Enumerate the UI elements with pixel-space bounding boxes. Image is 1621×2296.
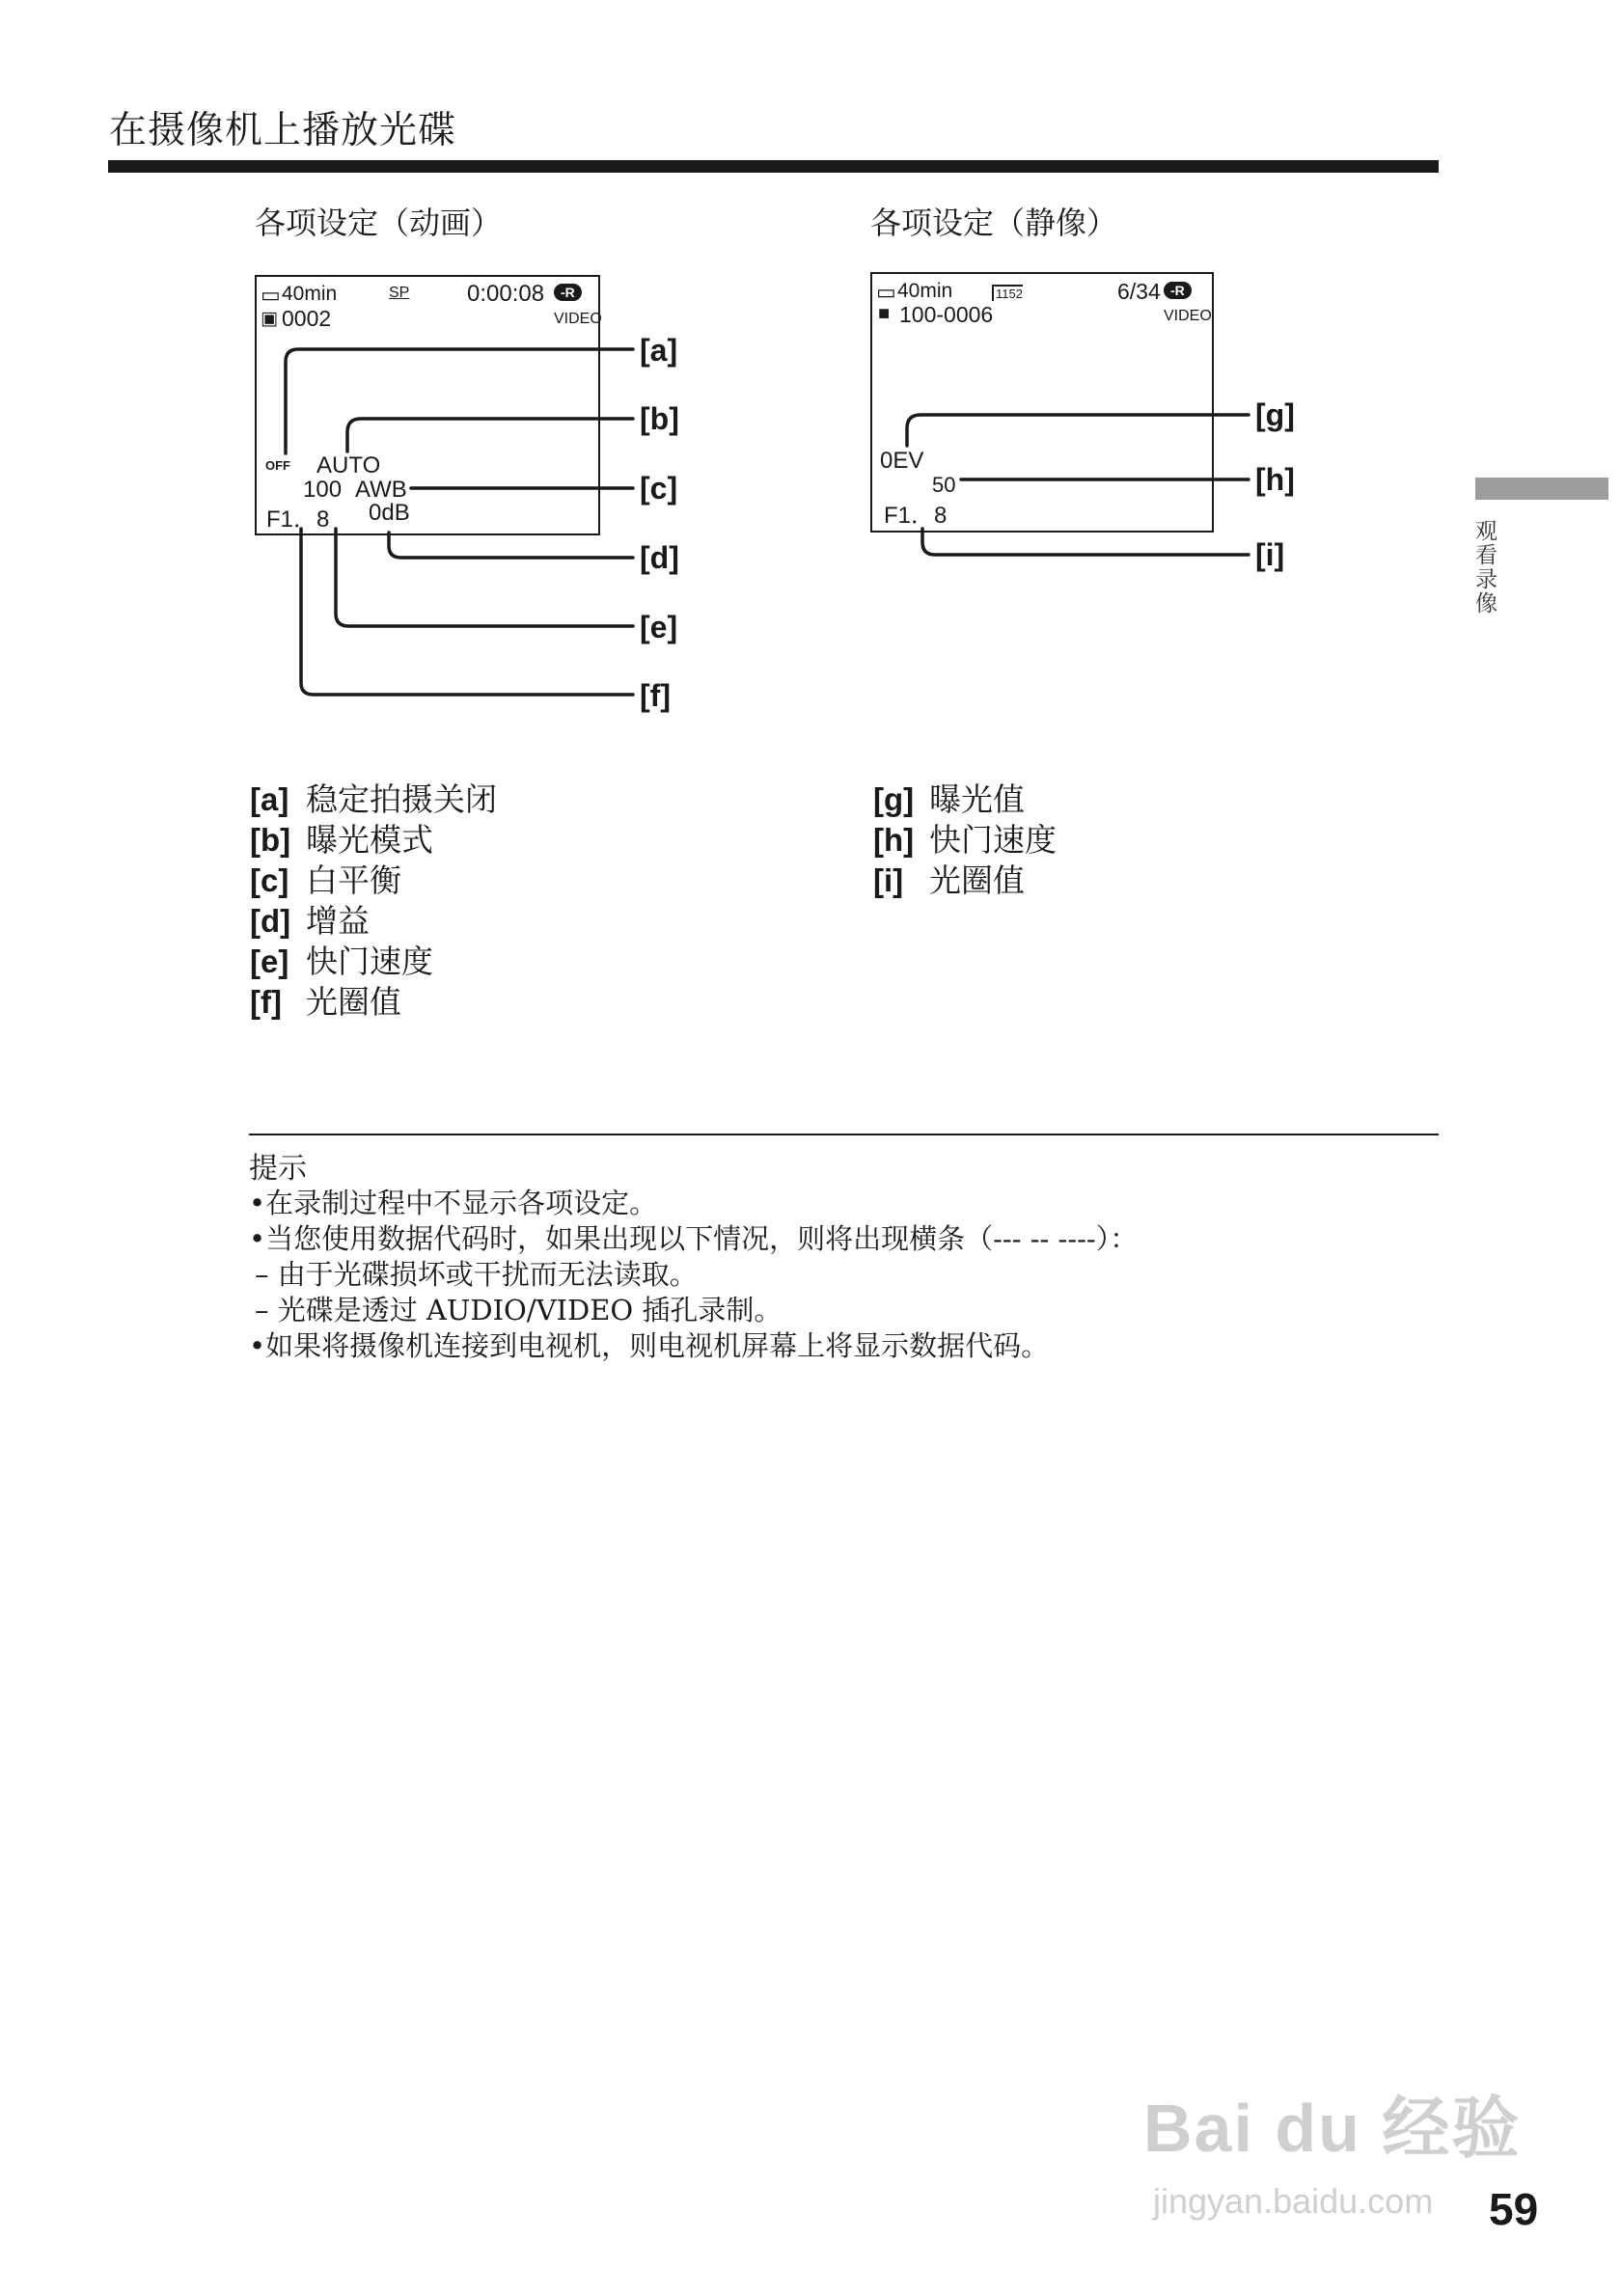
leader-line-d xyxy=(389,533,633,558)
video-settings-title: 各项设定（动画） xyxy=(255,205,503,241)
disc-badge: -R xyxy=(554,284,582,301)
aperture-value: F1．8 xyxy=(266,506,330,533)
legend-item-a xyxy=(250,775,497,820)
callout-i: [i] xyxy=(1255,537,1285,572)
callout-c: [c] xyxy=(640,471,678,506)
legend-text: 曝光值 xyxy=(929,780,1025,818)
battery-remaining: 40min xyxy=(282,283,338,305)
legend-text: 增益 xyxy=(306,902,370,940)
steadyshot-off-icon: OFF xyxy=(265,458,290,473)
leader-line-a xyxy=(286,349,633,453)
battery-remaining: 40min xyxy=(897,280,953,302)
scene-number: 0002 xyxy=(282,306,332,331)
leader-line-e xyxy=(336,529,633,626)
white-balance: AWB xyxy=(355,477,407,503)
legend-item-c xyxy=(250,856,401,901)
legend-text: 稳定拍摄关闭 xyxy=(306,780,497,818)
page-number: 59 xyxy=(1489,2184,1539,2234)
video-format: VIDEO xyxy=(1164,308,1212,324)
hint-label: 提示 xyxy=(249,1152,307,1186)
exposure-mode: AUTO xyxy=(316,452,381,478)
film-icon: ▣ xyxy=(261,309,278,329)
callout-e: [e] xyxy=(640,610,678,644)
shutter-speed: 100 xyxy=(303,477,343,503)
legend-item-g xyxy=(873,775,1025,820)
hint-line: – 光碟是透过 AUDIO/VIDEO 插孔录制。 xyxy=(255,1294,783,1326)
leader-line-i xyxy=(922,529,1249,555)
file-number: 100-0006 xyxy=(899,302,994,327)
callout-leader-lines xyxy=(0,0,1621,868)
callout-b: [b] xyxy=(640,401,679,436)
legend-item-h xyxy=(873,815,1057,861)
legend-key: [d] xyxy=(250,903,291,939)
battery-icon: ▭ xyxy=(876,280,896,304)
hint-line: – 由于光碟损坏或干扰而无法读取。 xyxy=(255,1258,698,1291)
legend-key: [e] xyxy=(250,943,289,979)
legend-key: [a] xyxy=(250,781,289,817)
leader-line-b xyxy=(347,419,633,451)
legend-item-b xyxy=(250,815,433,861)
chapter-side-tab xyxy=(1475,478,1608,500)
legend-item-e xyxy=(250,937,433,982)
legend-text: 快门速度 xyxy=(929,821,1057,859)
camera-icon: ■ xyxy=(878,303,891,324)
gain-value: 0dB xyxy=(369,500,410,526)
image-size: 1152 xyxy=(992,285,1023,301)
legend-key: [i] xyxy=(873,862,904,898)
legend-key: [f] xyxy=(250,984,282,1020)
image-counter: 6/34 xyxy=(1117,279,1161,304)
still-settings-title: 各项设定（静像） xyxy=(870,205,1118,241)
hint-divider xyxy=(249,1134,1439,1135)
legend-key: [b] xyxy=(250,822,291,858)
legend-text: 光圈值 xyxy=(306,983,401,1021)
legend-key: [h] xyxy=(873,822,915,858)
legend-item-d xyxy=(250,896,370,942)
legend-item-f xyxy=(250,977,401,1023)
legend-item-i xyxy=(873,856,1025,901)
legend-text: 曝光模式 xyxy=(306,821,433,859)
callout-f: [f] xyxy=(640,678,671,713)
disc-badge: -R xyxy=(1164,282,1192,299)
leader-line-f xyxy=(301,529,633,695)
battery-icon: ▭ xyxy=(261,283,281,307)
watermark-brand: Bai du 经验 xyxy=(1143,2091,1522,2166)
record-mode: SP xyxy=(389,285,410,301)
leader-line-g xyxy=(907,415,1249,446)
exposure-value: 0EV xyxy=(880,448,924,474)
aperture-value: F1．8 xyxy=(884,503,948,529)
page-title: 在摄像机上播放光碟 xyxy=(109,109,457,152)
legend-text: 快门速度 xyxy=(306,943,433,980)
callout-h: [h] xyxy=(1255,462,1295,497)
chapter-side-label: 观看录像 xyxy=(1471,519,1497,615)
video-format: VIDEO xyxy=(554,311,602,327)
callout-a: [a] xyxy=(640,333,678,368)
legend-key: [c] xyxy=(250,862,289,898)
legend-text: 白平衡 xyxy=(306,861,401,899)
callout-g: [g] xyxy=(1255,397,1295,432)
legend-key: [g] xyxy=(873,781,915,817)
callout-d: [d] xyxy=(640,540,679,575)
watermark-url: jingyan.baidu.com xyxy=(1153,2181,1434,2221)
legend-text: 光圈值 xyxy=(929,861,1025,899)
baidu-watermark xyxy=(1143,2074,1521,2222)
time-code: 0:00:08 xyxy=(467,281,545,307)
hint-line: •当您使用数据代码时，如果出现以下情况，则将出现横条（--- -- ----）： xyxy=(249,1222,1139,1255)
shutter-speed: 50 xyxy=(932,473,956,497)
hint-line: •如果将摄像机连接到电视机，则电视机屏幕上将显示数据代码。 xyxy=(249,1329,1050,1362)
hint-line: •在录制过程中不显示各项设定。 xyxy=(249,1187,658,1219)
